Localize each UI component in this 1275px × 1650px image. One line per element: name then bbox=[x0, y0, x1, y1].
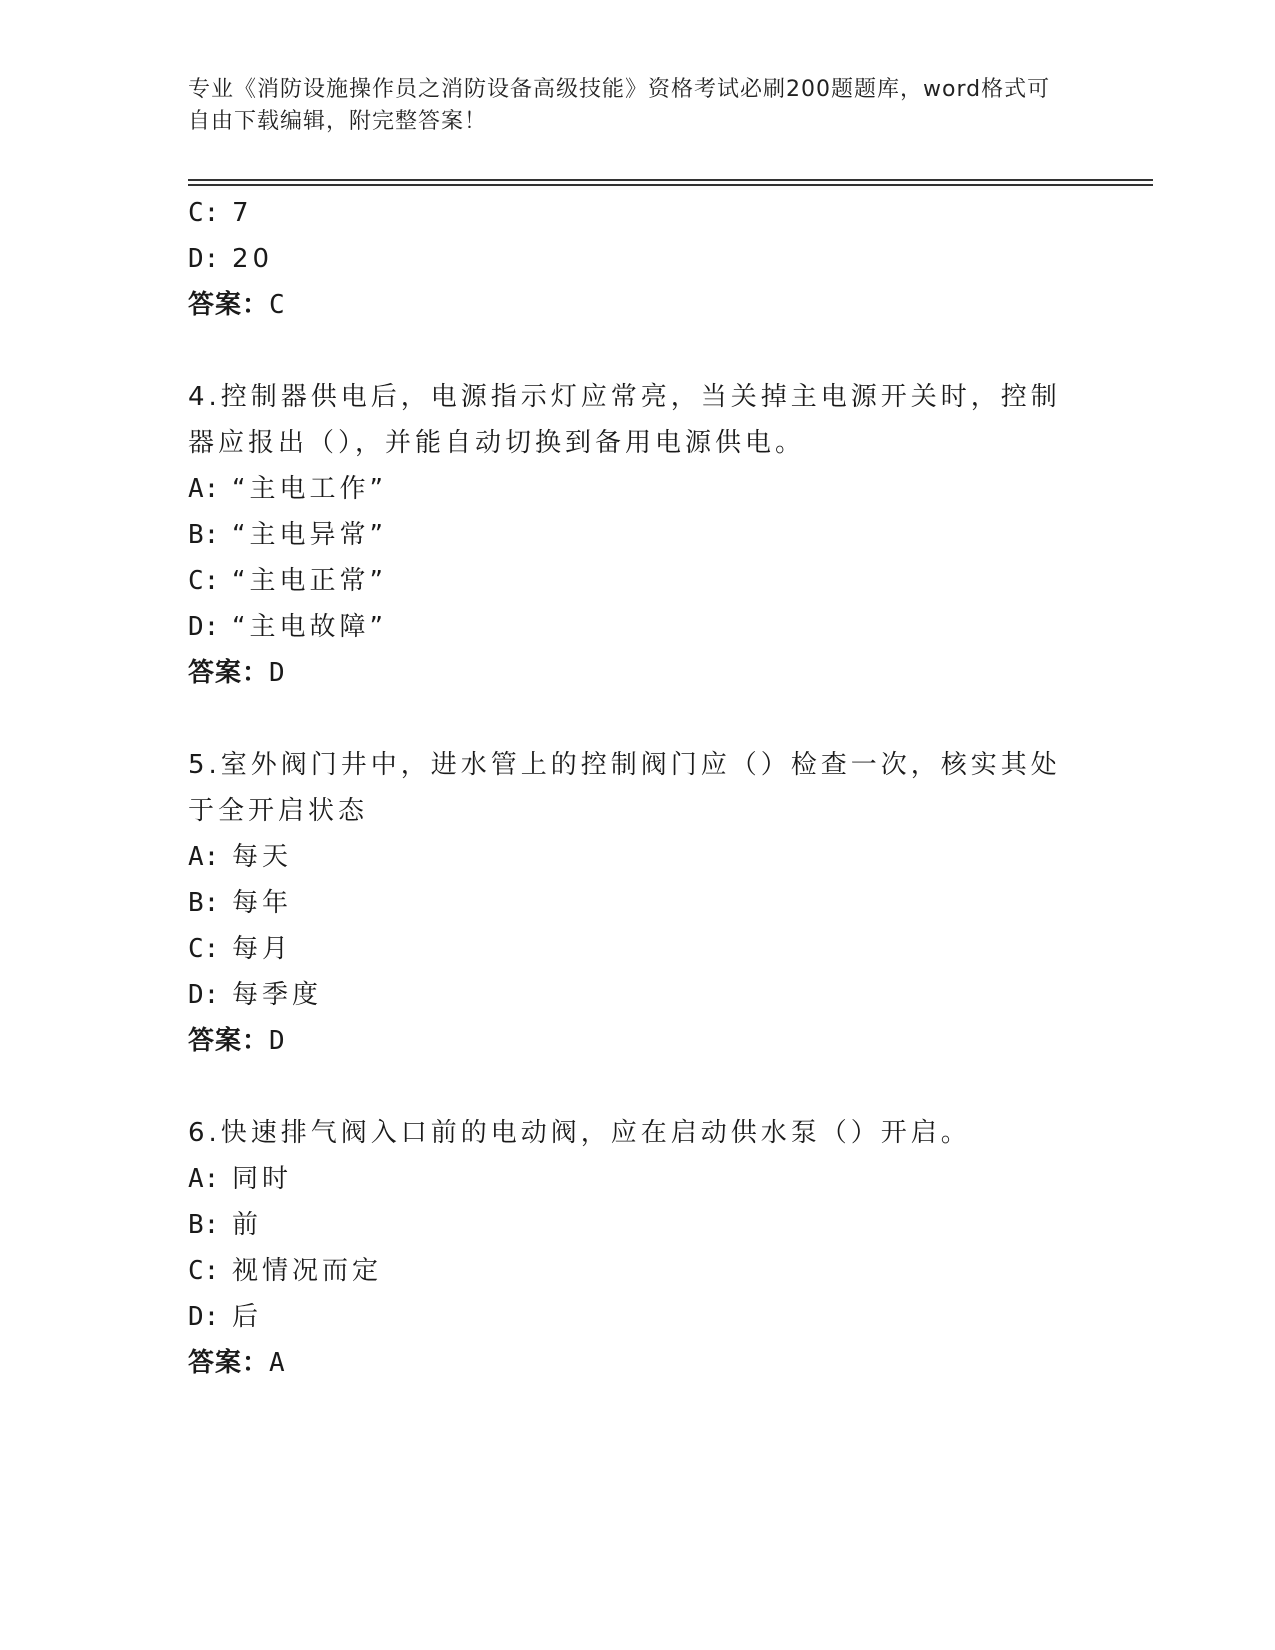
question-3-continued bbox=[188, 190, 1088, 328]
option-key: C: bbox=[188, 1256, 220, 1286]
option-a bbox=[188, 466, 1088, 512]
option-key: A: bbox=[188, 842, 220, 872]
option-key: A: bbox=[188, 474, 220, 504]
option-key: A: bbox=[188, 1164, 220, 1194]
answer-value: D bbox=[269, 658, 286, 688]
header-divider-bottom bbox=[188, 184, 1153, 186]
option-text: “主电工作” bbox=[232, 474, 387, 504]
answer-label: 答案： bbox=[188, 290, 270, 320]
option-d bbox=[188, 236, 1088, 282]
question-4 bbox=[188, 374, 1088, 696]
option-b bbox=[188, 512, 1088, 558]
option-text: 7 bbox=[232, 198, 253, 228]
question-stem: 4.控制器供电后，电源指示灯应常亮，当关掉主电源开关时，控制器应报出（），并能自动切换到备用电源供电。 bbox=[188, 382, 1061, 458]
option-c bbox=[188, 926, 1088, 972]
document-header: 专业《消防设施操作员之消防设备高级技能》资格考试必刷200题题库，word格式可自由下载编辑，附完整答案！ bbox=[188, 77, 1051, 134]
answer-value: A bbox=[269, 1348, 286, 1378]
option-c bbox=[188, 558, 1088, 604]
option-key: B: bbox=[188, 1210, 220, 1240]
option-key: C: bbox=[188, 934, 220, 964]
option-key: B: bbox=[188, 520, 220, 550]
option-key: D: bbox=[188, 244, 220, 274]
option-c bbox=[188, 190, 1088, 236]
option-text: 每年 bbox=[232, 888, 293, 918]
question-stem: 6.快速排气阀入口前的电动阀，应在启动供水泵（）开启。 bbox=[188, 1118, 971, 1148]
answer-line bbox=[188, 650, 1088, 696]
option-text: 后 bbox=[232, 1302, 263, 1332]
question-6 bbox=[188, 1110, 1088, 1386]
option-key: D: bbox=[188, 612, 220, 642]
option-text: 每月 bbox=[232, 934, 293, 964]
header-divider-top bbox=[188, 179, 1153, 181]
option-text: 每季度 bbox=[232, 980, 323, 1010]
answer-label: 答案： bbox=[188, 658, 270, 688]
option-text: 视情况而定 bbox=[232, 1256, 383, 1286]
option-text: “主电异常” bbox=[232, 520, 387, 550]
answer-value: D bbox=[269, 1026, 286, 1056]
question-5 bbox=[188, 742, 1088, 1064]
option-key: D: bbox=[188, 1302, 220, 1332]
option-text: 前 bbox=[232, 1210, 263, 1240]
answer-line bbox=[188, 1340, 1088, 1386]
answer-label: 答案： bbox=[188, 1026, 270, 1056]
option-a bbox=[188, 1156, 1088, 1202]
question-stem: 5.室外阀门井中，进水管上的控制阀门应（）检查一次，核实其处于全开启状态 bbox=[188, 750, 1061, 826]
option-key: B: bbox=[188, 888, 220, 918]
option-d bbox=[188, 1294, 1088, 1340]
option-b bbox=[188, 880, 1088, 926]
answer-label: 答案： bbox=[188, 1348, 270, 1378]
option-c bbox=[188, 1248, 1088, 1294]
option-key: D: bbox=[188, 980, 220, 1010]
option-text: “主电正常” bbox=[232, 566, 387, 596]
option-text: “主电故障” bbox=[232, 612, 387, 642]
option-text: 20 bbox=[232, 244, 274, 274]
answer-line bbox=[188, 282, 1088, 328]
option-d bbox=[188, 972, 1088, 1018]
answer-value: C bbox=[269, 290, 286, 320]
option-key: C: bbox=[188, 198, 220, 228]
option-text: 同时 bbox=[232, 1164, 293, 1194]
answer-line bbox=[188, 1018, 1088, 1064]
question-list bbox=[188, 190, 1088, 1386]
option-b bbox=[188, 1202, 1088, 1248]
option-d bbox=[188, 604, 1088, 650]
option-key: C: bbox=[188, 566, 220, 596]
option-a bbox=[188, 834, 1088, 880]
option-text: 每天 bbox=[232, 842, 293, 872]
